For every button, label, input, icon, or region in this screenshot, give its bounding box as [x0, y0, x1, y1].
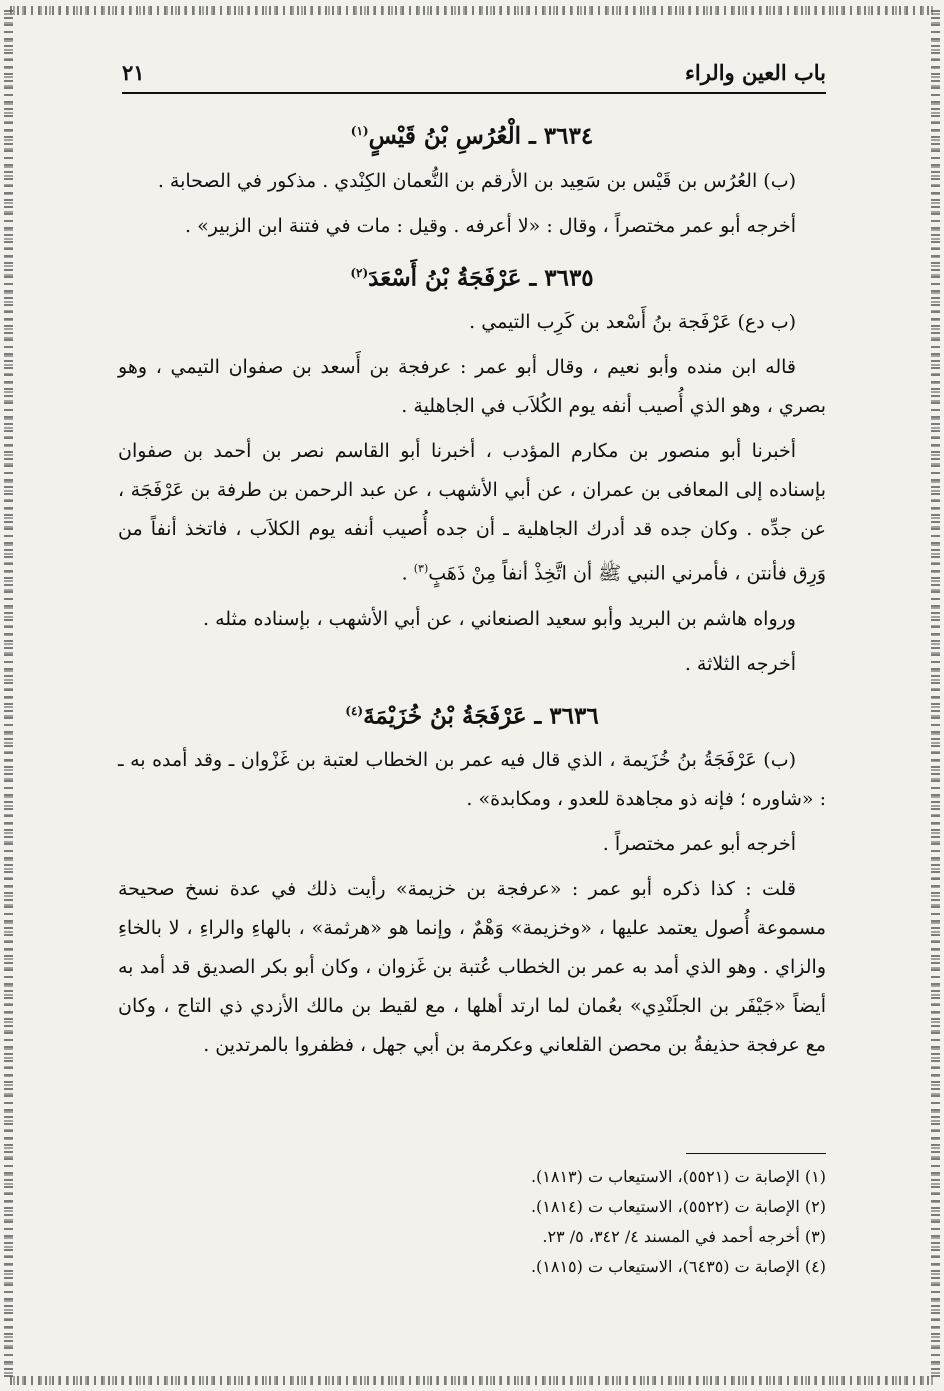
footnote-4: (٤) الإصابة ت (٦٤٣٥)، الاستيعاب ت (١٨١٥).: [530, 1257, 826, 1276]
page-header: [122, 52, 826, 94]
bottom-border-ornament: [10, 1376, 934, 1385]
paragraph: أخرجه أبو عمر مختصراً .: [602, 833, 796, 856]
footnote-1: (١) الإصابة ت (٥٥٢١)، الاستيعاب ت (١٨١٣).: [530, 1167, 826, 1186]
paragraph: أخرجه الثلاثة .: [684, 652, 796, 675]
footnotes: [118, 1162, 826, 1282]
chapter-title: باب العين والراء: [685, 59, 826, 85]
paragraph: (ب دع) عَرْفَجة بنُ أَسْعد بن كَرِب التيمي .: [469, 311, 796, 334]
footnote-ref[interactable]: (١): [350, 124, 369, 138]
left-border-ornament: [4, 10, 13, 1381]
footnote-2: (٢) الإصابة ت (٥٥٢٢)، الاستيعاب ت (١٨١٤).: [530, 1197, 826, 1216]
paragraph: قلت : كذا ذكره أبو عمر : «عرفجة بن خزيمة» رأيت ذلك في عدة نسخ صحيحة مسموعة أُصول يعتمد عليها ، «وخزيمة» وَهْمٌ ، وإنما هو «هرثمة» ، بالهاءِ والراءِ ، لا بالخاءِ والزاي . وهو الذي أمد به عمر بن الخطاب عُتبة بن غَزوان ، وكان أبو بكر الصديق قد أمد به أيضاً «جَيْفَر بن الجلَنْدِي» بعُمان لما ارتد أهلها ، مع لقيط بن مالك الأزدي ذي التاج ، وكان مع عرفجة حذيفةُ بن محصن القلعاني وعكرمة بن أبي جهل ، فظفروا بالمرتدين .: [118, 878, 826, 1057]
page-number: ٢١: [122, 59, 145, 85]
top-border-ornament: [10, 6, 934, 15]
paragraph-text: أخبرنا أبو منصور بن مكارم المؤدب ، أخبرنا أبو القاسم نصر بن أحمد بن صفوان بإسناده إلى المعافى بن عمران ، عن أبي الأشهب ، عن عبد الرحمن بن طرفة بن عَرْفَجَة ، عن جدِّه . وكان جده قد أدرك الجاهلية ـ أن جده أُصيب أنفه يوم الكلاَب ، فاتخذ أنفاً من وَرِق فأنتن ، فأمرني النبي ﷺ أن اتَّخِذْ أنفاً مِنْ ذَهَبٍ: [118, 440, 826, 585]
entry-title-3634: [118, 110, 826, 158]
paragraph: ورواه هاشم بن البريد وأبو سعيد الصنعاني ، عن أبي الأشهب ، بإسناده مثله .: [203, 607, 796, 630]
paragraph: أخبرنا أبو منصور بن مكارم المؤدب ، أخبرنا أبو القاسم نصر بن أحمد بن صفوان بإسناده إلى المعافى بن عمران ، عن أبي الأشهب ، عن عبد الرحمن بن طرفة بن عَرْفَجَة ، عن جدِّه . وكان جده قد أدرك الجاهلية ـ أن جده أُصيب أنفه يوم الكلاَب ، فاتخذ أنفاً من وَرِق فأنتن ، فأمرني النبي ﷺ أن اتَّخِذْ أنفاً مِنْ ذَهَبٍ$^{(٣)}$ .: [118, 440, 826, 585]
paragraph: (ب) عَرْفَجَةُ بنُ خُزَيمة ، الذي قال فيه عمر بن الخطاب لعتبة بن غَزْوان ـ وقد أمده به ـ : «شاوره ؛ فإنه ذو مجاهدة للعدو ، ومكابدة» .: [118, 749, 826, 811]
page-body: [118, 104, 826, 1071]
footnote-divider: [686, 1153, 826, 1154]
paragraph: (ب) العُرُس بن قَيْس بن سَعِيد بن الأرقم بن النُّعمان الكِنْدي . مذكور في الصحابة .: [157, 169, 796, 192]
right-border-ornament: [931, 10, 940, 1381]
entry-title-text: ٣٦٣٥ ـ عَرْفَجَةُ بْنُ أَسْعَدَ: [368, 264, 594, 292]
entry-title-text: ٣٦٣٤ ـ الْعُرُسِ بْنُ قَيْسٍ: [368, 122, 594, 150]
entry-title-3636: [118, 690, 826, 738]
footnote-3: (٣) أخرجه أحمد في المسند ٤/ ٣٤٢، ٥/ ٢٣.: [542, 1227, 826, 1246]
entry-title-3635: [118, 252, 826, 300]
paragraph: أخرجه أبو عمر مختصراً ، وقال : «لا أعرفه . وقيل : مات في فتنة ابن الزبير» .: [184, 214, 796, 237]
entry-title-text: ٣٦٣٦ ـ عَرْفَجَةُ بْنُ خُزَيْمَةَ: [363, 702, 599, 730]
footnote-ref[interactable]: (٣): [413, 562, 429, 576]
footnote-ref[interactable]: (٢): [350, 265, 369, 280]
footnote-ref[interactable]: (٤): [345, 703, 364, 718]
paragraph: قاله ابن منده وأبو نعيم ، وقال أبو عمر : عرفجة بن أَسعد بن صفوان التيمي ، وهو بصري ، وهو الذي أُصيب أنفه يوم الكُلاَب في الجاهلية .: [118, 356, 826, 418]
